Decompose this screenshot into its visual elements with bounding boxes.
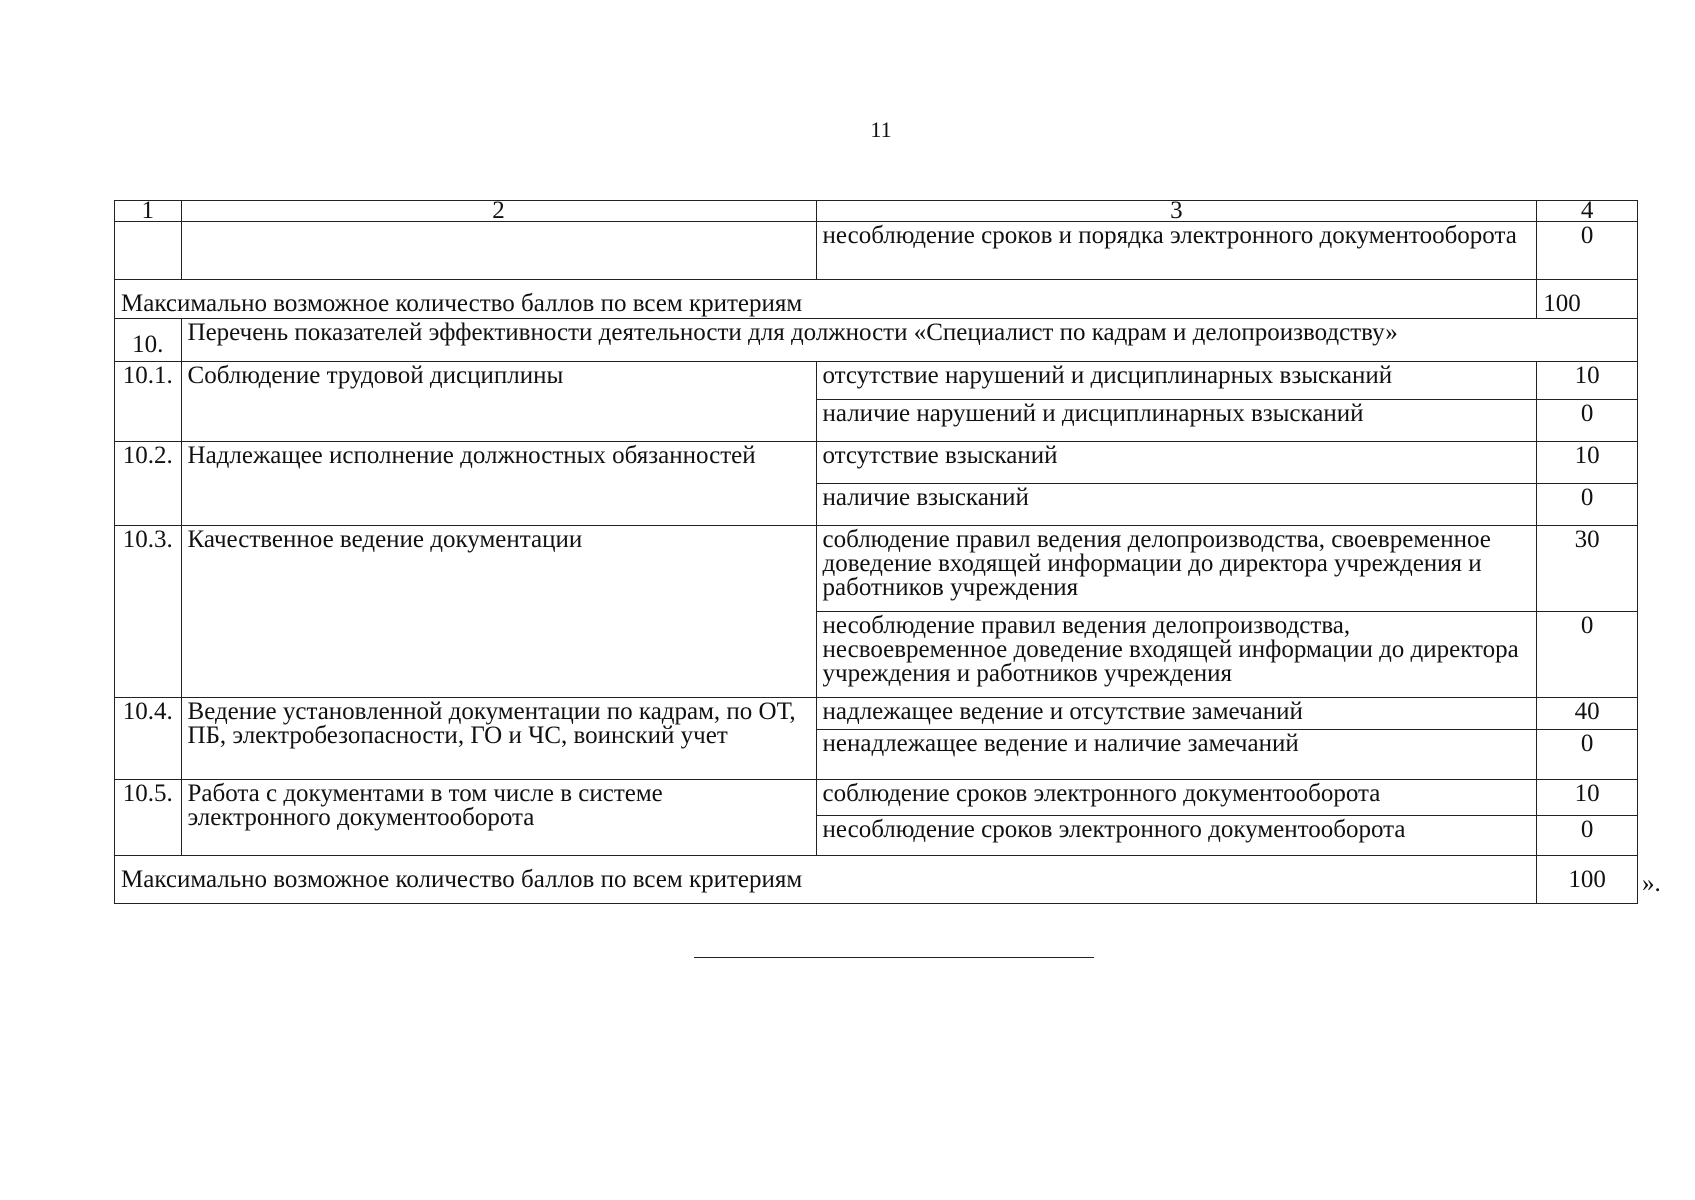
criterion-text: несоблюдение правил ведения делопроизводства, несвоевременное доведение входящей информации до директора учреждения и работников учреждения [816,612,1537,698]
criterion-score: 30 [1537,526,1638,612]
indicator-name: Соблюдение трудовой дисциплины [181,362,816,442]
table-row [115,780,1638,816]
empty-cell [115,222,182,280]
table-row [115,526,1638,612]
row-number: 10.5. [115,780,182,856]
criterion-text: ненадлежащее ведение и наличие замечаний [816,730,1537,780]
table-row [115,362,1638,400]
criterion-score: 10 [1537,362,1638,400]
table-row [115,698,1638,730]
total-label: Максимально возможное количество баллов по всем критериям [115,856,1537,904]
indicator-name: Ведение установленной документации по кадрам, по ОТ, ПБ, электробезопасности, ГО и ЧС, воинский учет [181,698,816,780]
footer-divider-line [694,957,1094,958]
closing-quote-mark: ». [1642,870,1661,897]
criterion-text: отсутствие нарушений и дисциплинарных взысканий [816,362,1537,400]
indicator-name: Работа с документами в том числе в системе электронного документооборота [181,780,816,856]
criterion-score: 10 [1537,442,1638,484]
criterion-score: 0 [1537,222,1638,280]
table-row [115,442,1638,484]
column-number: 4 [1537,201,1638,222]
criterion-score: 40 [1537,698,1638,730]
criterion-score: 10 [1537,780,1638,816]
total-row [115,280,1638,319]
column-number: 2 [181,201,816,222]
section-title: Перечень показателей эффективности деятельности для должности «Специалист по кадрам и делопроизводству» [181,319,1637,362]
indicator-name: Надлежащее исполнение должностных обязанностей [181,442,816,526]
indicator-name: Качественное ведение документации [181,526,816,698]
section-row [115,319,1638,362]
empty-cell [181,222,816,280]
criterion-text: наличие нарушений и дисциплинарных взысканий [816,400,1537,442]
criterion-score: 0 [1537,400,1638,442]
criterion-text: отсутствие взысканий [816,442,1537,484]
criterion-text: надлежащее ведение и отсутствие замечаний [816,698,1537,730]
row-number: 10.3. [115,526,182,698]
total-score: 100 [1537,856,1638,904]
criterion-text: наличие взысканий [816,484,1537,526]
column-number-row [115,201,1638,222]
continuation-row [115,222,1638,280]
criterion-text: соблюдение правил ведения делопроизводства, своевременное доведение входящей информации до директора учреждения и работников учреждения [816,526,1537,612]
row-number: 10.2. [115,442,182,526]
row-number: 10.1. [115,362,182,442]
row-number: 10.4. [115,698,182,780]
criterion-text: соблюдение сроков электронного документооборота [816,780,1537,816]
total-row [115,856,1638,904]
page-number: 11 [870,117,892,142]
criterion-score: 0 [1537,484,1638,526]
criterion-text: несоблюдение сроков и порядка электронного документооборота [816,222,1537,280]
column-number: 1 [115,201,182,222]
criteria-table [114,197,1638,904]
column-number: 3 [816,201,1537,222]
criterion-score: 0 [1537,612,1638,698]
criterion-score: 0 [1537,730,1638,780]
total-label: Максимально возможное количество баллов по всем критериям [115,280,1537,319]
total-score: 100 [1537,280,1638,319]
criterion-text: несоблюдение сроков электронного документооборота [816,816,1537,856]
criterion-score: 0 [1537,816,1638,856]
section-number: 10. [115,319,182,362]
